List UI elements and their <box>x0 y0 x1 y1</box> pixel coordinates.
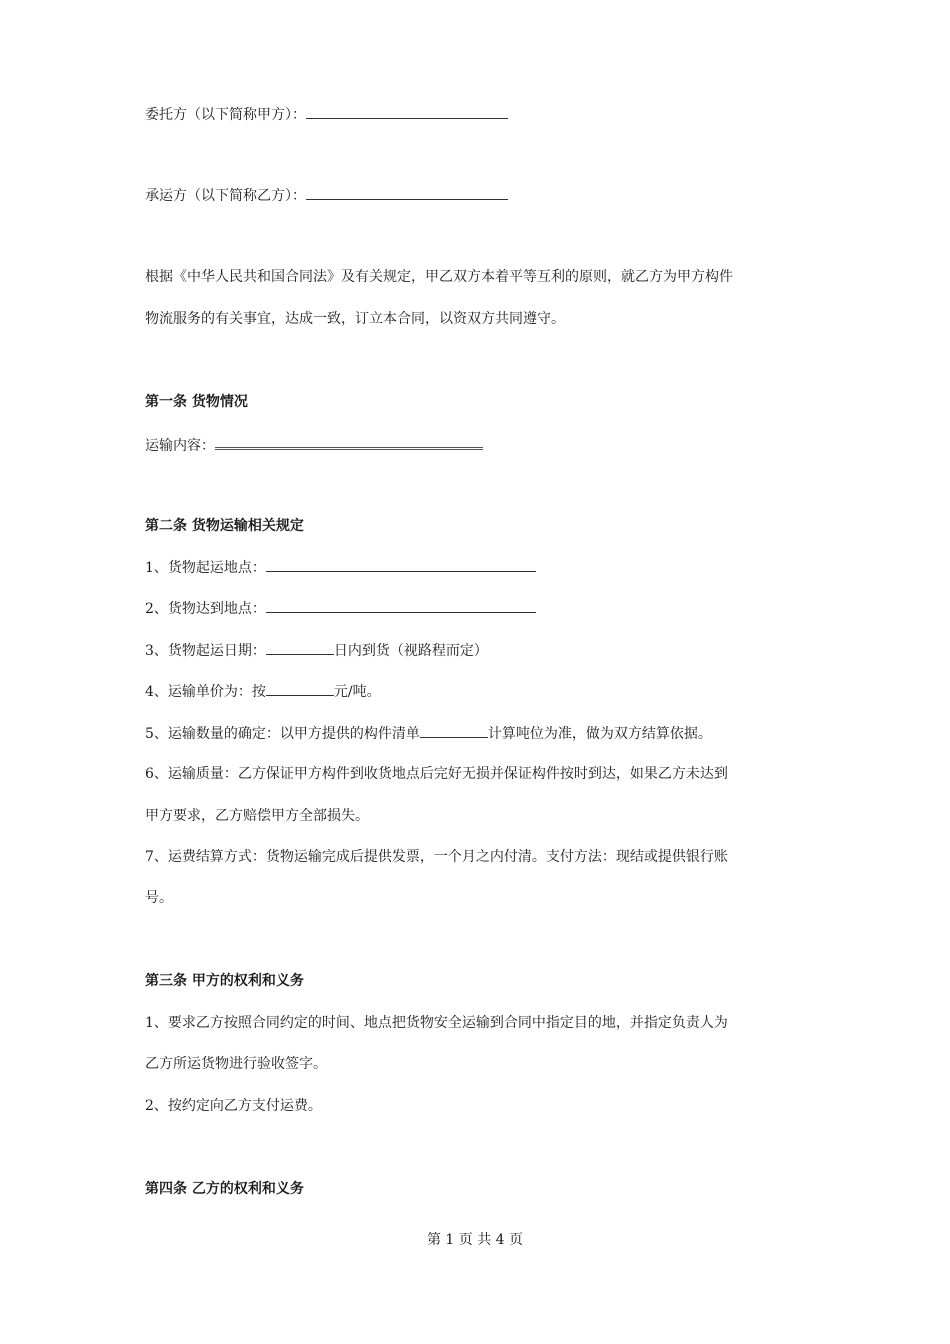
origin-line <box>145 557 536 578</box>
quantity-prefix: 5、运输数量的确定：以甲方提供的构件清单 <box>145 726 420 742</box>
quality-line-2: 甲方要求，乙方赔偿甲方全部损失。 <box>145 808 369 824</box>
quantity-line <box>145 723 712 744</box>
transport-content-blank[interactable] <box>215 433 483 450</box>
party-b-line <box>145 185 508 206</box>
article-3-title: 第三条 甲方的权利和义务 <box>145 973 304 989</box>
quantity-blank[interactable] <box>420 723 488 738</box>
page-footer: 第 1 页 共 4 页 <box>426 1232 524 1248</box>
article-2-title: 第二条 货物运输相关规定 <box>145 518 304 534</box>
unit-price-prefix: 4、运输单价为：按 <box>145 684 266 700</box>
preamble-line-2: 物流服务的有关事宜，达成一致，订立本合同，以资双方共同遵守。 <box>145 311 565 327</box>
unit-price-blank[interactable] <box>266 681 334 696</box>
departure-date-blank[interactable] <box>266 640 334 655</box>
article-4-title: 第四条 乙方的权利和义务 <box>145 1181 304 1197</box>
origin-label: 1、货物起运地点： <box>145 560 266 576</box>
settlement-line-1: 7、运费结算方式：货物运输完成后提供发票，一个月之内付清。支付方法：现结或提供银行账 <box>145 849 728 865</box>
party-b-label: 承运方（以下简称乙方）： <box>145 188 306 204</box>
destination-line <box>145 598 536 619</box>
unit-price-suffix: 元/吨。 <box>333 684 381 700</box>
departure-date-suffix: 日内到货（视路程而定） <box>333 643 488 659</box>
destination-label: 2、货物达到地点： <box>145 601 266 617</box>
party-a-duty-2: 2、按约定向乙方支付运费。 <box>145 1098 322 1114</box>
destination-blank[interactable] <box>266 598 536 613</box>
party-a-blank[interactable] <box>306 104 508 119</box>
departure-date-line <box>145 640 488 661</box>
party-a-line <box>145 104 508 125</box>
party-a-duty-1-line-1: 1、要求乙方按照合同约定的时间、地点把货物安全运输到合同中指定目的地，并指定负责人为 <box>145 1015 728 1031</box>
transport-content-line <box>145 433 483 456</box>
article-1-title: 第一条 货物情况 <box>145 394 248 410</box>
settlement-line-2: 号。 <box>145 890 173 906</box>
party-a-duty-1-line-2: 乙方所运货物进行验收签字。 <box>145 1056 327 1072</box>
origin-blank[interactable] <box>266 557 536 572</box>
quantity-suffix: 计算吨位为准，做为双方结算依据。 <box>487 726 712 742</box>
departure-date-prefix: 3、货物起运日期： <box>145 643 266 659</box>
party-a-label: 委托方（以下简称甲方）： <box>145 107 306 123</box>
party-b-blank[interactable] <box>306 185 508 200</box>
transport-content-label: 运输内容： <box>145 438 215 454</box>
preamble-line-1: 根据《中华人民共和国合同法》及有关规定，甲乙双方本着平等互利的原则，就乙方为甲方构件 <box>145 269 733 285</box>
unit-price-line <box>145 681 381 702</box>
quality-line-1: 6、运输质量：乙方保证甲方构件到收货地点后完好无损并保证构件按时到达，如果乙方未达到 <box>145 766 728 782</box>
